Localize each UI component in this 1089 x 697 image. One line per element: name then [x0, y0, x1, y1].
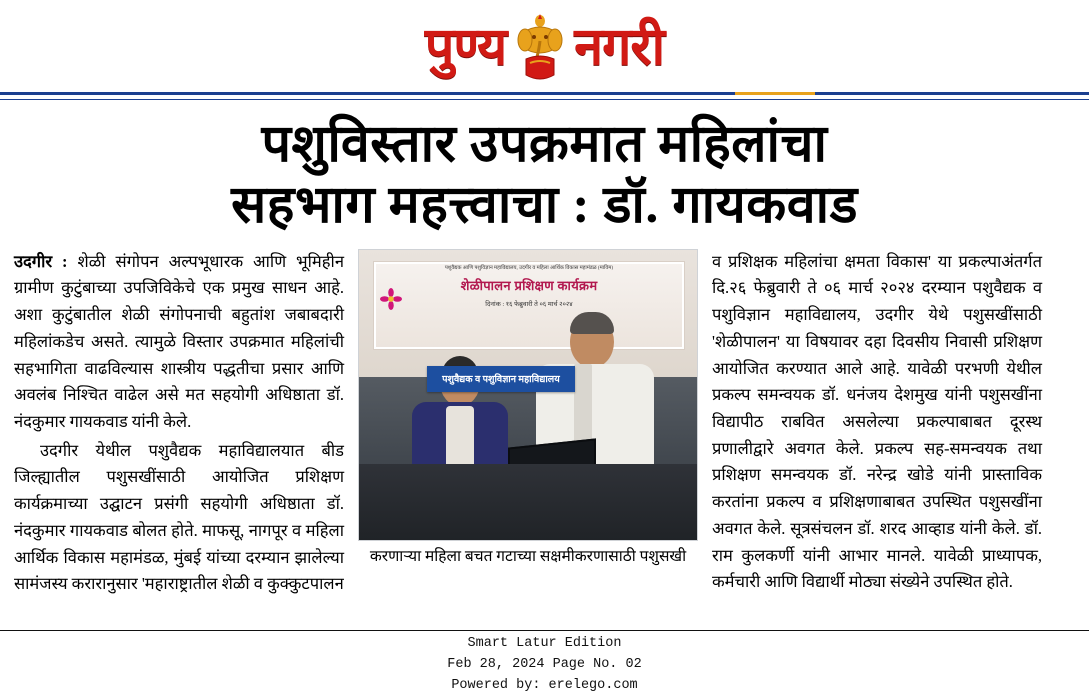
paragraph-left-2: उदगीर येथील पशुवैद्यक महाविद्यालयात बीड जिल्ह्यातील पशुसखींसाठी आयोजित प्रशिक्षण कार्यक्रमाच्या उद्घाटन प्रसंगी सहयोगी अधिष्ठाता डॉ. नंदकुमार गायकवाड बोलत होते. माफसू, नागपूर व महिला आर्थिक विकास महामंडळ, मुंबई यांच्या दरम्यान झालेल्या सामंजस्य करारानुसार 'महाराष्ट्रातील शेळी व कुक्कुटपालन: [14, 440, 344, 594]
footer-powered-by: Powered by: erelego.com: [451, 677, 638, 693]
headline-line-1: पशुविस्तार उपक्रमात महिलांचा: [261, 116, 828, 173]
banner-title: शेळीपालन प्रशिक्षण कार्यक्रम: [460, 277, 598, 293]
article-column-right: [712, 249, 1042, 600]
paragraph-left-1-text: शेळी संगोपन अल्पभूधारक आणि भूमिहीन ग्रामीण कुटुंबाच्या उपजिविकेचे एक प्रमुख साधन आहे. अशा कुटुंबातील शेळी संगोपनाची बहुतांश जबाबदारी महिलांकडेच असते. त्यामुळे विस्तार उपक्रमात महिलांची सहभागिता वाढविल्यास शास्त्रीय पद्धतीचा प्रसार आणि अवलंब निश्चित वाढेल असे मत सहयोगी अधिष्ठाता डॉ. नंदकुमार गायकवाड यांनी केले.: [14, 251, 344, 432]
ganesh-icon: [512, 13, 568, 83]
podium-label: पशुवैद्यक व पशुविज्ञान महाविद्यालय: [427, 366, 576, 392]
divider-thick-line: [0, 92, 1089, 95]
event-photograph: [358, 249, 698, 541]
masthead-word-left: पुण्य: [424, 19, 507, 76]
page-footer: [0, 630, 1089, 692]
banner-top-text: पशुवैद्यक आणि पशुविज्ञान महाविद्यालय, उदगीर व महिला आर्थिक विकास महामंडळ (माविम): [444, 265, 614, 272]
divider-accent-block: [735, 92, 815, 95]
banner-subtitle: दिनांक : १६ फेब्रुवारी ते ०६ मार्च २०२४: [485, 300, 573, 308]
photo-caption: करणाऱ्या महिला बचत गटाच्या सक्षमीकरणासाठी पशुसखी: [369, 547, 687, 565]
masthead: [0, 0, 1089, 92]
article-body: [0, 241, 1089, 600]
masthead-word-right: नगरी: [574, 19, 665, 76]
masthead-logo: [425, 13, 664, 83]
footer-date-page: Feb 28, 2024 Page No. 02: [447, 656, 642, 672]
speaker-hair: [570, 312, 614, 334]
divider-thin-line: [0, 99, 1089, 100]
article-column-left: [14, 249, 344, 600]
photo-table: [359, 464, 697, 539]
paragraph-right-1: व प्रशिक्षक महिलांचा क्षमता विकास' या प्रकल्पाअंतर्गत दि.२६ फेब्रुवारी ते ०६ मार्च २०२४ दरम्यान पशुवैद्यक व पशुविज्ञान महाविद्यालय, उदगीर येथे पशुसखींसाठी 'शेळीपालन' या विषयावर दहा दिवसीय निवासी प्रशिक्षण आयोजित करण्यात आले आहे. यावेळी परभणी येथील प्रकल्प समन्वयक डॉ. धनंजय देशमुख यांनी पशुसखींना विद्यापीठ राबवित असलेल्या प्रकल्पाबाबत दूरस्थ प्रणालीद्वारे अवगत केले. प्रकल्प सह-समन्वयक तथा प्रशिक्षण समन्वयक डॉ. नरेन्द्र खोडे यांनी प्रास्ताविक करतांना प्रकल्प व प्रशिक्षणाबाबत उपस्थित पशुसखींना अवगत केले. सूत्रसंचलन डॉ. शरद आव्हाड यांनी केले. डॉ. राम कुलकर्णी यांनी आभार मानले. यावेळी प्राध्यापक, कर्मचारी आणि विद्यार्थी मोठ्या संख्येने उपस्थित होते.: [712, 251, 1042, 592]
paragraph-left-1: [14, 249, 344, 436]
headline-line-2: सहभाग महत्त्वाचा : डॉ. गायकवाड: [231, 177, 858, 235]
footer-edition: Smart Latur Edition: [467, 636, 622, 651]
masthead-divider: [0, 92, 1089, 104]
dateline: उदगीर :: [14, 251, 68, 271]
article-column-middle: [358, 249, 698, 600]
article-headline: [0, 104, 1089, 241]
flower-icon: [380, 288, 402, 310]
